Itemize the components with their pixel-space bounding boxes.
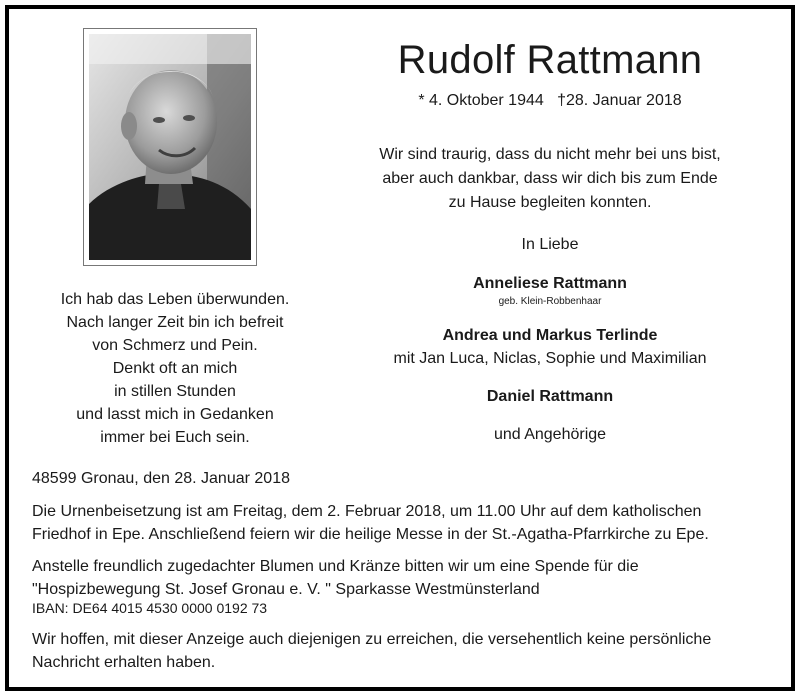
donation-line: Anstelle freundlich zugedachter Blumen und Kränze bitten wir um eine Spende für die [32,558,639,575]
mourner-name: Andrea und Markus Terlinde [442,327,658,344]
burial-info [32,500,772,546]
poem-line: Nach langer Zeit bin ich befreit [66,314,284,331]
closing-line: Wir hoffen, mit dieser Anzeige auch diejenigen zu erreichen, die versehentlich keine persönliche [32,631,712,648]
poem-line: Denkt oft an mich [112,360,238,377]
portrait-photo [83,28,257,266]
place-date: 48599 Gronau, den 28. Januar 2018 [32,470,290,487]
closing-note [32,628,772,674]
poem-line: und lasst mich in Gedanken [76,406,274,423]
mourner-name: Anneliese Rattmann [473,275,627,292]
poem-line: in stillen Stunden [114,383,236,400]
mourner-name: Daniel Rattmann [486,388,614,405]
poem-block [30,288,320,449]
closing-line: Nachricht erhalten haben. [32,654,216,671]
donation-info [32,555,772,601]
poem-line: immer bei Euch sein. [100,429,250,446]
poem-line: Ich hab das Leben überwunden. [60,291,290,308]
quote-block [340,143,760,215]
life-dates: * 4. Oktober 1944 †28. Januar 2018 [418,92,682,109]
quote-line: Wir sind traurig, dass du nicht mehr bei uns bist, [379,146,721,163]
quote-line: aber auch dankbar, dass wir dich bis zum Ende [382,170,718,187]
deceased-name: Rudolf Rattmann [397,38,703,82]
mourner-note: geb. Klein-Robbenhaar [498,296,602,307]
burial-line: Friedhof in Epe. Anschließend feiern wir die heilige Messe in der St.-Agatha-Pfarrkirche zu Epe. [32,526,709,543]
iban-text: IBAN: DE64 4015 4530 0000 0192 73 [32,600,268,616]
poem-line: von Schmerz und Pein. [92,337,258,354]
donation-line: "Hospizbewegung St. Josef Gronau e. V. " Sparkasse Westmünsterland [32,581,540,598]
in-liebe-text: In Liebe [521,236,579,253]
burial-line: Die Urnenbeisetzung ist am Freitag, dem 2. Februar 2018, um 11.00 Uhr auf dem katholischen [32,503,702,520]
quote-line: zu Hause begleiten konnten. [448,194,652,211]
mourner-note: mit Jan Luca, Niclas, Sophie und Maximilian [393,350,707,367]
relatives-text: und Angehörige [493,426,607,443]
portrait-image [89,34,251,260]
